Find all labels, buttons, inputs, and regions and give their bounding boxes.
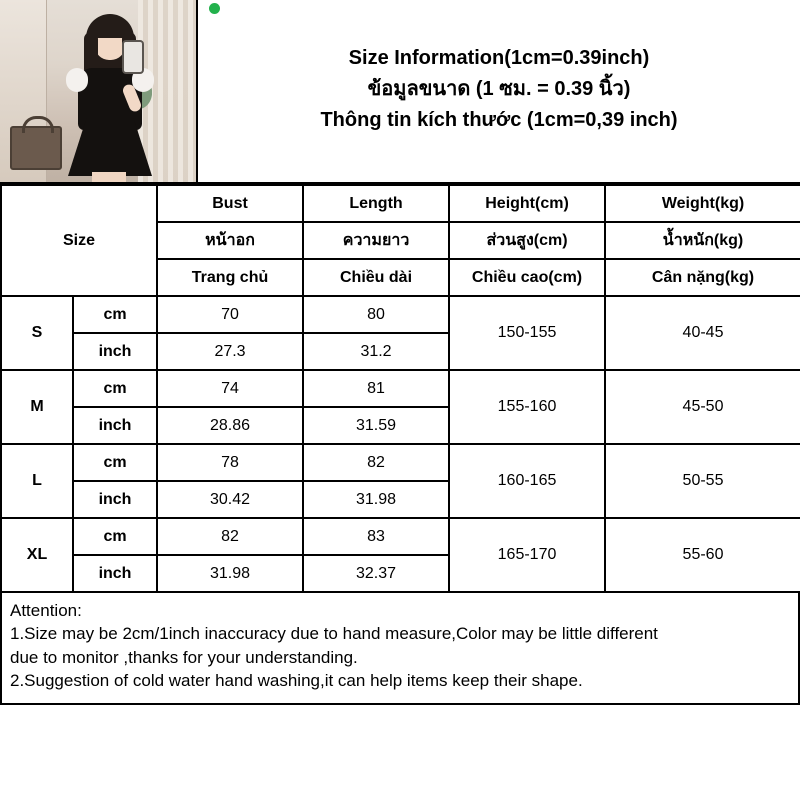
l-weight: 50-55	[605, 444, 800, 518]
unit-cm: cm	[73, 370, 157, 407]
xl-bust-cm: 82	[157, 518, 303, 555]
col-header-bust-en: Bust	[157, 185, 303, 222]
photo-model	[64, 6, 154, 182]
title-block	[198, 0, 800, 182]
xl-length-inch: 32.37	[303, 555, 449, 592]
s-bust-inch: 27.3	[157, 333, 303, 370]
attention-line-3: 2.Suggestion of cold water hand washing,it can help items keep their shape.	[10, 671, 583, 691]
row-size-s: S	[1, 296, 73, 370]
status-dot	[209, 3, 220, 14]
col-header-height-vi: Chiều cao(cm)	[449, 259, 605, 296]
attention-line-2: due to monitor ,thanks for your understanding.	[10, 647, 358, 667]
col-header-weight-en: Weight(kg)	[605, 185, 800, 222]
title-line-th: ข้อมูลขนาด (1 ซม. = 0.39 นิ้ว)	[367, 77, 631, 100]
l-length-cm: 82	[303, 444, 449, 481]
xl-length-cm: 83	[303, 518, 449, 555]
l-bust-cm: 78	[157, 444, 303, 481]
s-weight: 40-45	[605, 296, 800, 370]
header	[0, 0, 800, 184]
attention-block	[0, 593, 800, 705]
attention-title: Attention:	[10, 601, 82, 620]
s-height: 150-155	[449, 296, 605, 370]
l-height: 160-165	[449, 444, 605, 518]
row-size-l: L	[1, 444, 73, 518]
unit-inch: inch	[73, 481, 157, 518]
s-length-inch: 31.2	[303, 333, 449, 370]
col-header-height-th: ส่วนสูง(cm)	[449, 222, 605, 259]
s-length-cm: 80	[303, 296, 449, 333]
phone-icon	[122, 40, 144, 74]
table-row	[1, 296, 800, 333]
xl-weight: 55-60	[605, 518, 800, 592]
l-length-inch: 31.98	[303, 481, 449, 518]
model-legs	[92, 172, 126, 182]
size-header-cell: Size	[1, 185, 157, 296]
attention-line-1: 1.Size may be 2cm/1inch inaccuracy due to hand measure,Color may be little different	[10, 624, 658, 644]
unit-inch: inch	[73, 333, 157, 370]
col-header-length-th: ความยาว	[303, 222, 449, 259]
m-weight: 45-50	[605, 370, 800, 444]
unit-inch: inch	[73, 407, 157, 444]
product-photo	[0, 0, 198, 182]
m-bust-cm: 74	[157, 370, 303, 407]
row-size-m: M	[1, 370, 73, 444]
col-header-length-en: Length	[303, 185, 449, 222]
col-header-length-vi: Chiều dài	[303, 259, 449, 296]
title-line-vi: Thông tin kích thước (1cm=0,39 inch)	[320, 108, 678, 131]
col-header-weight-th: น้ำหนัก(kg)	[605, 222, 800, 259]
table-header-row-en	[1, 185, 800, 222]
row-size-xl: XL	[1, 518, 73, 592]
m-length-cm: 81	[303, 370, 449, 407]
xl-bust-inch: 31.98	[157, 555, 303, 592]
table-row	[1, 518, 800, 555]
size-table	[0, 184, 800, 593]
m-length-inch: 31.59	[303, 407, 449, 444]
l-bust-inch: 30.42	[157, 481, 303, 518]
unit-cm: cm	[73, 518, 157, 555]
m-height: 155-160	[449, 370, 605, 444]
photo-handbag	[10, 126, 62, 170]
s-bust-cm: 70	[157, 296, 303, 333]
unit-inch: inch	[73, 555, 157, 592]
col-header-bust-th: หน้าอก	[157, 222, 303, 259]
table-row	[1, 444, 800, 481]
col-header-weight-vi: Cân nặng(kg)	[605, 259, 800, 296]
title-line-en: Size Information(1cm=0.39inch)	[348, 46, 650, 69]
m-bust-inch: 28.86	[157, 407, 303, 444]
model-sleeve-left	[66, 68, 88, 92]
unit-cm: cm	[73, 296, 157, 333]
unit-cm: cm	[73, 444, 157, 481]
col-header-bust-vi: Trang chủ	[157, 259, 303, 296]
table-row	[1, 370, 800, 407]
xl-height: 165-170	[449, 518, 605, 592]
col-header-height-en: Height(cm)	[449, 185, 605, 222]
